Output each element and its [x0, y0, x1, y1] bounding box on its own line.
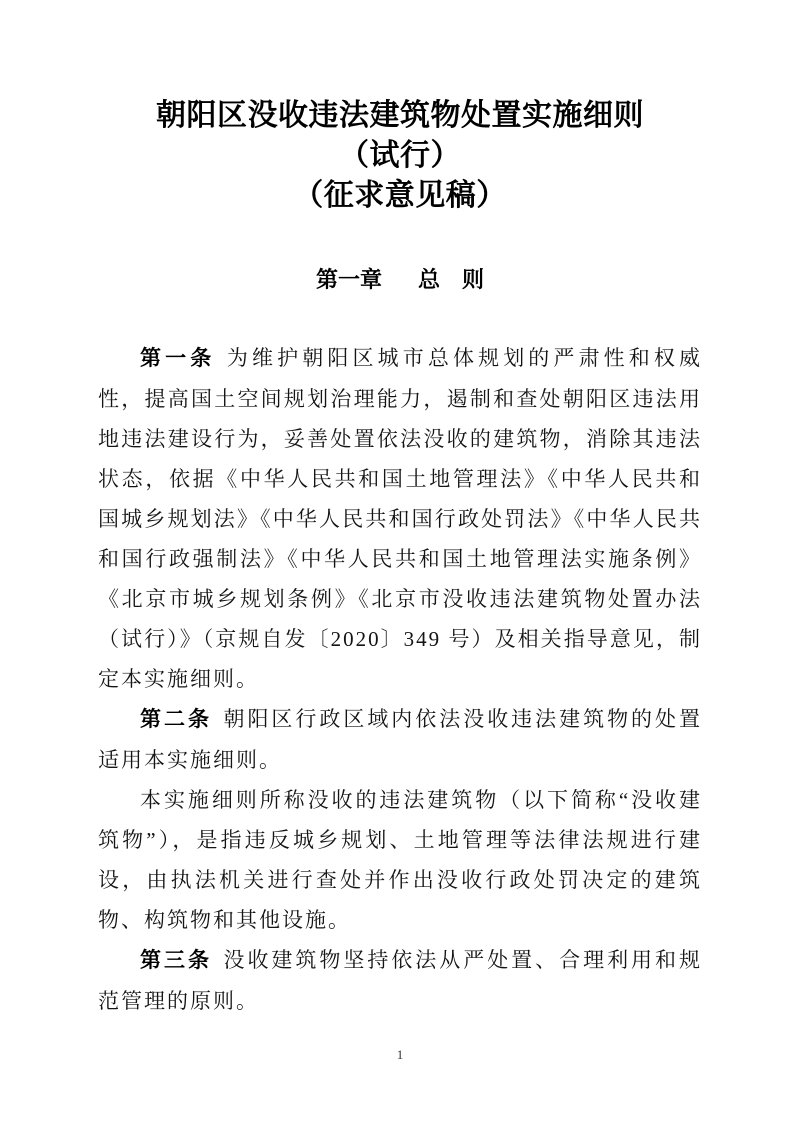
paragraph-article-3 — [98, 940, 702, 1021]
document-content — [98, 0, 702, 1065]
document-title — [98, 96, 702, 216]
paragraph-text-2: 朝阳区行政区域内依法没收违法建筑物的处置适用本实施细则。 — [98, 707, 703, 772]
paragraph-text-1: 为维护朝阳区城市总体规划的严肃性和权威性，提高国土空间规划治理能力，遏制和查处朝阳区违法用地违法建设行为，妥善处置依法没收的建筑物，消除其违法状态，依据《中华人民共和国土地管理法》《中华人民共和国城乡规划法》《中华人民共和国行政处罚法》《中华人民共和国行政强制法》《中华人民共和国土地管理法实施条例》《北京市城乡规划条例》《北京市没收违法建筑物处置办法（试行）》（京规自发〔2020〕349 号）及相关指导意见，制定本实施细则。 — [98, 346, 703, 691]
document-title-line-2: （试行） — [339, 139, 461, 172]
document-title-line-1: 朝阳区没收违法建筑物处置实施细则 — [156, 99, 644, 132]
paragraph-article-2 — [98, 699, 702, 780]
article-number-2: 第二条 — [140, 708, 212, 731]
paragraph-text-4: 没收建筑物坚持依法从严处置、合理利用和规范管理的原则。 — [98, 948, 703, 1013]
paragraph-text-3: 本实施细则所称没收的违法建筑物（以下简称“没收建筑物”），是指违反城乡规划、土地管理等法律法规进行建设，由执法机关进行查处并作出没收行政处罚决定的建筑物、构筑物和其他设施。 — [98, 788, 702, 932]
chapter-number: 第一章 — [315, 267, 382, 292]
article-number-1: 第一条 — [140, 347, 216, 370]
document-body — [98, 338, 702, 1021]
paragraph-article-1 — [98, 338, 702, 699]
article-number-3: 第三条 — [140, 949, 212, 972]
chapter-heading — [98, 260, 702, 300]
page-number: 1 — [396, 1047, 404, 1062]
chapter-title: 总 则 — [418, 267, 485, 292]
paragraph-definition — [98, 780, 702, 940]
document-title-line-3: （征求意见稿） — [293, 179, 507, 212]
